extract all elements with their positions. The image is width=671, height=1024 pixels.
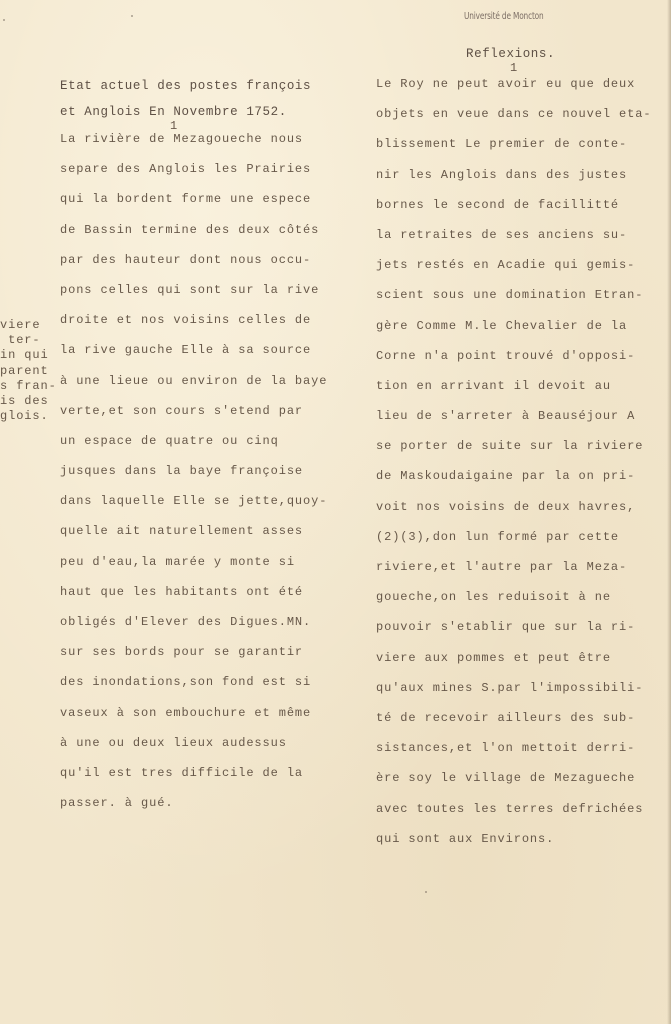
text-line: viere aux pommes et peut être: [376, 650, 611, 665]
text-line: dans laquelle Elle se jette,quoy-: [60, 494, 328, 509]
text-line: Le Roy ne peut avoir eu que deux: [376, 77, 636, 91]
scan-page-edge: [667, 0, 671, 1024]
text-line: tion en arrivant il devoit au: [376, 378, 611, 393]
text-line: peu d'eau,la marée y monte si: [60, 554, 295, 569]
text-line: té de recevoir ailleurs des sub-: [376, 710, 636, 725]
text-line: avec toutes les terres defrichées: [376, 801, 644, 816]
text-line: qui sont aux Environs.: [376, 831, 555, 846]
text-line: droite et nos voisins celles de: [60, 313, 312, 328]
left-heading-line-1: Etat actuel des postes françois: [60, 79, 312, 93]
text-line: scient sous une domination Etran-: [376, 288, 644, 303]
text-line: par des hauteur dont nous occu-: [60, 252, 312, 267]
left-footnote-marker: 1: [170, 119, 178, 133]
text-line: de Bassin termine des deux côtés: [60, 222, 320, 237]
text-line: vaseux à son embouchure et même: [60, 705, 312, 720]
text-line: La rivière de Mezagoueche nous: [60, 132, 304, 146]
text-line: riviere,et l'autre par la Meza-: [376, 560, 628, 574]
margin-note-line: ter-: [0, 333, 41, 348]
archive-stamp: Université de Moncton: [464, 11, 544, 22]
text-line: à une ou deux lieux audessus: [60, 735, 287, 750]
text-line: quelle ait naturellement asses: [60, 524, 304, 539]
text-line: voit nos voisins de deux havres,: [376, 499, 636, 514]
text-line: verte,et son cours s'etend par: [60, 403, 304, 418]
text-line: gère Comme M.le Chevalier de la: [376, 318, 628, 333]
text-line: ère soy le village de Mezagueche: [376, 771, 636, 786]
text-line: obligés d'Elever des Digues.MN.: [60, 615, 312, 629]
text-line: à une lieue ou environ de la baye: [60, 373, 328, 388]
text-line: la rive gauche Elle à sa source: [60, 343, 312, 358]
text-line: haut que les habitants ont été: [60, 584, 304, 599]
text-line: qu'aux mines S.par l'impossibili-: [376, 680, 644, 695]
text-line: bornes le second de facillitté: [376, 197, 620, 212]
speck: [425, 891, 427, 893]
speck: [3, 19, 5, 21]
text-line: jets restés en Acadie qui gemis-: [376, 258, 636, 273]
text-line: separe des Anglois les Prairies: [60, 162, 312, 177]
text-line: pons celles qui sont sur la rive: [60, 282, 320, 297]
text-line: qu'il est tres difficile de la: [60, 765, 304, 780]
text-line: pouvoir s'etablir que sur la ri-: [376, 620, 636, 635]
left-column-body: [60, 131, 327, 825]
text-line: un espace de quatre ou cinq: [60, 433, 279, 448]
text-line: lieu de s'arreter à Beauséjour A: [376, 409, 636, 424]
text-line: la retraites de ses anciens su-: [376, 227, 628, 242]
text-line: Corne n'a point trouvé d'opposi-: [376, 348, 636, 363]
right-column-body: [376, 76, 651, 861]
text-line: blissement Le premier de conte-: [376, 137, 628, 152]
text-line: objets en veue dans ce nouvel eta-: [376, 107, 652, 122]
margin-note-line: glois.: [0, 409, 49, 424]
margin-note-line: is des: [0, 393, 49, 408]
text-line: goueche,on les reduisoit à ne: [376, 590, 611, 605]
text-line: sistances,et l'on mettoit derri-: [376, 741, 636, 756]
margin-note-line: s fran-: [0, 378, 57, 393]
left-heading-line-2: et Anglois En Novembre 1752.: [60, 105, 287, 119]
text-line: de Maskoudaigaine par la on pri-: [376, 469, 636, 484]
text-line: passer. à gué.: [60, 796, 174, 811]
right-heading: Reflexions.: [466, 47, 556, 61]
text-line: (2)(3),don lun formé par cette: [376, 529, 620, 544]
margin-note-line: viere: [0, 318, 41, 332]
speck: [131, 15, 133, 17]
margin-note: [0, 318, 57, 424]
margin-note-line: parent: [0, 363, 49, 378]
text-line: se porter de suite sur la riviere: [376, 439, 644, 454]
text-line: des inondations,son fond est si: [60, 675, 312, 690]
text-line: sur ses bords pour se garantir: [60, 645, 304, 660]
right-footnote-marker: 1: [510, 61, 518, 75]
text-line: qui la bordent forme une espece: [60, 192, 312, 207]
margin-note-line: in qui: [0, 348, 49, 363]
text-line: jusques dans la baye françoise: [60, 464, 304, 479]
text-line: nir les Anglois dans des justes: [376, 167, 628, 182]
